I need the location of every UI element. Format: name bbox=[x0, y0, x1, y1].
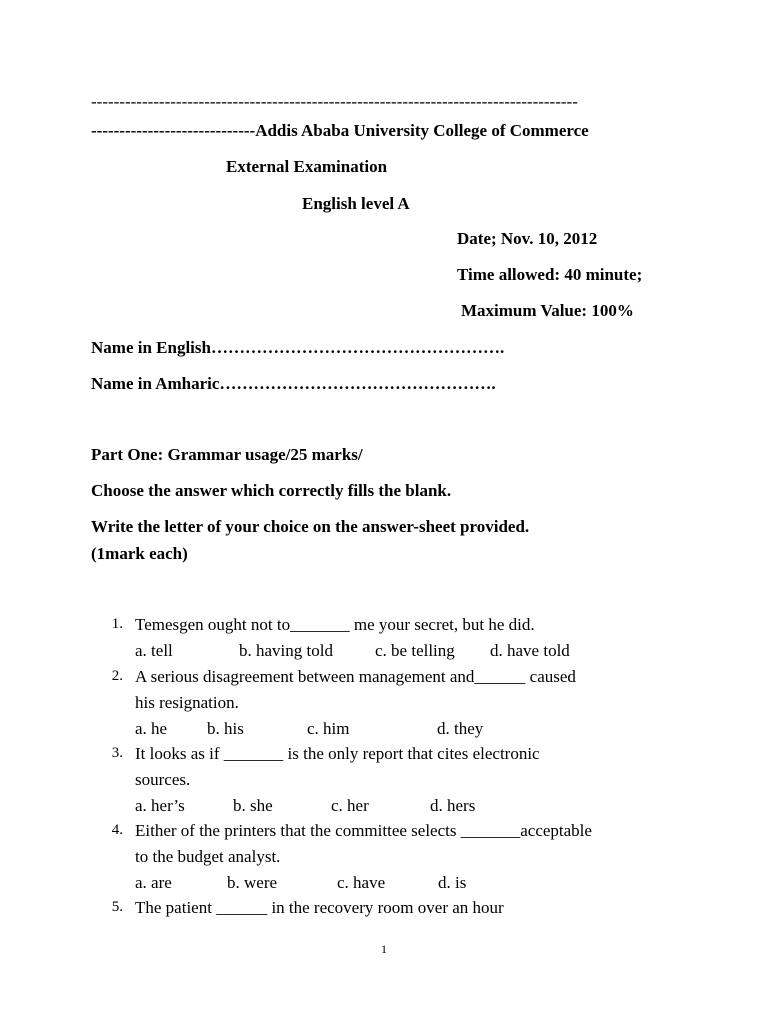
instruction-write: Write the letter of your choice on the answer-sheet provided. bbox=[91, 517, 530, 536]
instruction-choose: Choose the answer which correctly fills the blank. bbox=[91, 481, 452, 500]
time-allowed: Time allowed: 40 minute; bbox=[457, 265, 643, 284]
page-number: 1 bbox=[381, 942, 387, 956]
name-amharic-field: Name in Amharic…………………………………………. bbox=[91, 374, 496, 393]
option-b: b. were bbox=[227, 873, 278, 892]
dashed-separator-top: -------------------------------------------------------------------------------------- bbox=[91, 92, 578, 111]
option-a: a. he bbox=[135, 719, 168, 738]
question-number: 4. bbox=[111, 822, 123, 838]
option-b: b. his bbox=[207, 719, 244, 738]
question-text-cont: sources. bbox=[135, 770, 191, 789]
question-text: The patient ______ in the recovery room over an hour bbox=[135, 898, 504, 917]
option-b: b. she bbox=[233, 796, 273, 815]
option-d: d. is bbox=[438, 873, 467, 892]
part-one-heading: Part One: Grammar usage/25 marks/ bbox=[91, 445, 363, 464]
option-c: c. him bbox=[307, 719, 350, 738]
question-text: It looks as if _______ is the only report that cites electronic bbox=[135, 744, 540, 763]
question-text: A serious disagreement between management and______ caused bbox=[135, 667, 576, 686]
university-name: Addis Ababa University College of Commerce bbox=[255, 121, 589, 140]
question-text: Temesgen ought not to_______ me your secret, but he did. bbox=[135, 615, 535, 634]
dashed-prefix: ----------------------------- bbox=[91, 121, 256, 140]
question-number: 2. bbox=[111, 668, 123, 684]
option-d: d. they bbox=[437, 719, 484, 738]
option-a: a. are bbox=[135, 873, 172, 892]
option-a: a. tell bbox=[135, 641, 173, 660]
exam-date: Date; Nov. 10, 2012 bbox=[457, 229, 598, 248]
name-english-field: Name in English……………………………………………. bbox=[91, 338, 505, 357]
question-number: 1. bbox=[111, 616, 123, 632]
university-line bbox=[91, 121, 589, 141]
option-b: b. having told bbox=[239, 641, 333, 660]
option-d: d. hers bbox=[430, 796, 476, 815]
maximum-value: Maximum Value: 100% bbox=[461, 301, 634, 320]
exam-type-title: External Examination bbox=[226, 157, 388, 176]
level-title: English level A bbox=[302, 194, 410, 213]
question-text: Either of the printers that the committee selects _______acceptable bbox=[135, 821, 592, 840]
option-a: a. her’s bbox=[135, 796, 185, 815]
option-d: d. have told bbox=[490, 641, 570, 660]
option-c: c. have bbox=[337, 873, 386, 892]
question-text-cont: to the budget analyst. bbox=[135, 847, 281, 866]
option-c: c. be telling bbox=[375, 641, 455, 660]
question-text-cont: his resignation. bbox=[135, 693, 239, 712]
question-number: 5. bbox=[111, 899, 123, 915]
option-c: c. her bbox=[331, 796, 369, 815]
instruction-marks: (1mark each) bbox=[91, 544, 188, 563]
question-number: 3. bbox=[111, 745, 123, 761]
